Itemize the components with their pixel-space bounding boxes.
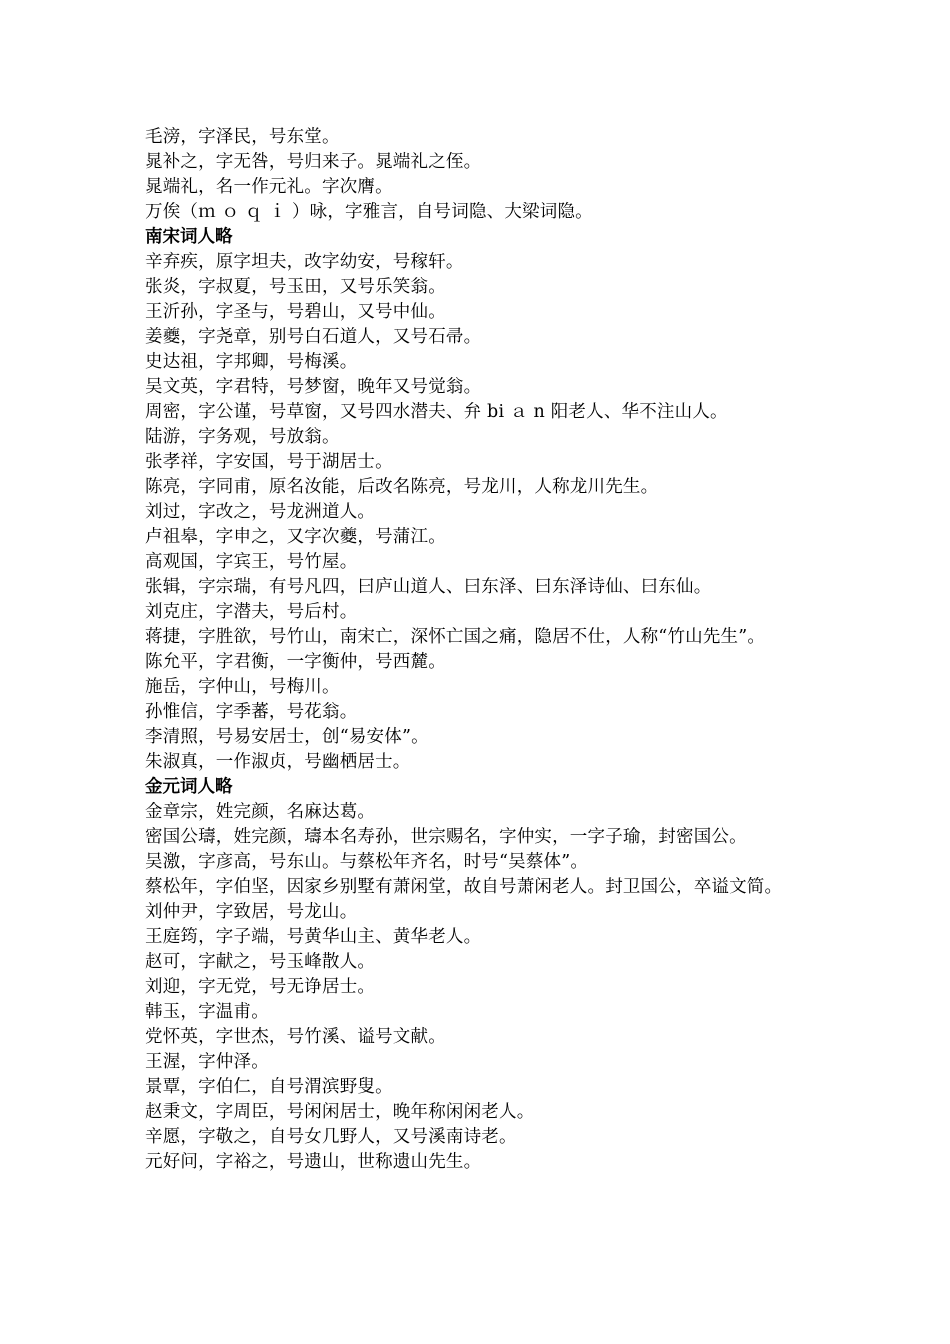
entry-line: 晁端礼，名一作元礼。字次膺。 — [145, 177, 393, 197]
entry-line: 党怀英，字世杰，号竹溪、谥号文献。 — [145, 1027, 446, 1047]
section-heading-southern-song: 南宋词人略 — [145, 227, 233, 247]
entry-line: 陆游，字务观，号放翁。 — [145, 427, 340, 447]
entry-line: 陈允平，字君衡，一字衡仲，号西麓。 — [145, 652, 446, 672]
entry-line: 韩玉，字温甫。 — [145, 1002, 269, 1022]
entry-line: 王沂孙，字圣与，号碧山，又号中仙。 — [145, 302, 446, 322]
entry-line: 周密，字公谨，号草窗，又号四水潜夫、弁 bi ａ n 阳老人、华不注山人。 — [145, 402, 728, 422]
entry-line: 史达祖，字邦卿，号梅溪。 — [145, 352, 358, 372]
entry-line: 刘过，字改之，号龙洲道人。 — [145, 502, 376, 522]
entry-line: 景覃，字伯仁，自号渭滨野叟。 — [145, 1077, 393, 1097]
entry-line: 辛愿，字敬之，自号女几野人，又号溪南诗老。 — [145, 1127, 517, 1147]
entry-line: 金章宗，姓完颜，名麻达葛。 — [145, 802, 376, 822]
entry-line: 施岳，字仲山，号梅川。 — [145, 677, 340, 697]
entry-line: 蔡松年，字伯坚，因家乡别墅有萧闲堂，故自号萧闲老人。封卫国公，卒谥文简。 — [145, 877, 783, 897]
entry-line: 赵可，字献之，号玉峰散人。 — [145, 952, 376, 972]
entry-line: 孙惟信，字季蕃，号花翁。 — [145, 702, 358, 722]
entry-line: 高观国，字宾王，号竹屋。 — [145, 552, 358, 572]
entry-line: 卢祖皋，字申之，又字次夔，号蒲江。 — [145, 527, 446, 547]
entry-line: 王渥，字仲泽。 — [145, 1052, 269, 1072]
entry-line: 刘克庄，字潜夫，号后村。 — [145, 602, 358, 622]
entry-line: 毛滂，字泽民，号东堂。 — [145, 127, 340, 147]
entry-line: 万俟（ｍ ｏ ｑ ｉ ）咏，字雅言，自号词隐、大梁词隐。 — [145, 202, 593, 222]
entry-line: 朱淑真，一作淑贞，号幽栖居士。 — [145, 752, 411, 772]
entry-line: 吴文英，字君特，号梦窗，晚年又号觉翁。 — [145, 377, 482, 397]
entry-line: 张炎，字叔夏，号玉田，又号乐笑翁。 — [145, 277, 446, 297]
entry-line: 蒋捷，字胜欲，号竹山，南宋亡，深怀亡国之痛，隐居不仕，人称“竹山先生”。 — [145, 627, 766, 647]
entry-line: 刘仲尹，字致居，号龙山。 — [145, 902, 358, 922]
entry-line: 王庭筠，字子端，号黄华山主、黄华老人。 — [145, 927, 482, 947]
entry-line: 密国公璹，姓完颜，璹本名寿孙，世宗赐名，字仲实，一字子瑜，封密国公。 — [145, 827, 747, 847]
entry-line: 陈亮，字同甫，原名汝能，后改名陈亮，号龙川，人称龙川先生。 — [145, 477, 659, 497]
entry-line: 晁补之，字无咎，号归来子。晁端礼之侄。 — [145, 152, 482, 172]
entry-line: 张孝祥，字安国，号于湖居士。 — [145, 452, 393, 472]
section-heading-jin-yuan: 金元词人略 — [145, 777, 233, 797]
entry-line: 赵秉文，字周臣，号闲闲居士，晚年称闲闲老人。 — [145, 1102, 535, 1122]
entry-line: 刘迎，字无党，号无诤居士。 — [145, 977, 376, 997]
entry-line: 元好问，字裕之，号遗山，世称遗山先生。 — [145, 1152, 482, 1172]
entry-line: 张辑，字宗瑞，有号凡四，曰庐山道人、曰东泽、曰东泽诗仙、曰东仙。 — [145, 577, 712, 597]
entry-line: 吴激，字彦高，号东山。与蔡松年齐名，时号“吴蔡体”。 — [145, 852, 589, 872]
entry-line: 辛弃疾，原字坦夫，改字幼安，号稼轩。 — [145, 252, 464, 272]
entry-line: 姜夔，字尧章，别号白石道人，又号石帚。 — [145, 327, 482, 347]
entry-line: 李清照，号易安居士，创“易安体”。 — [145, 727, 429, 747]
